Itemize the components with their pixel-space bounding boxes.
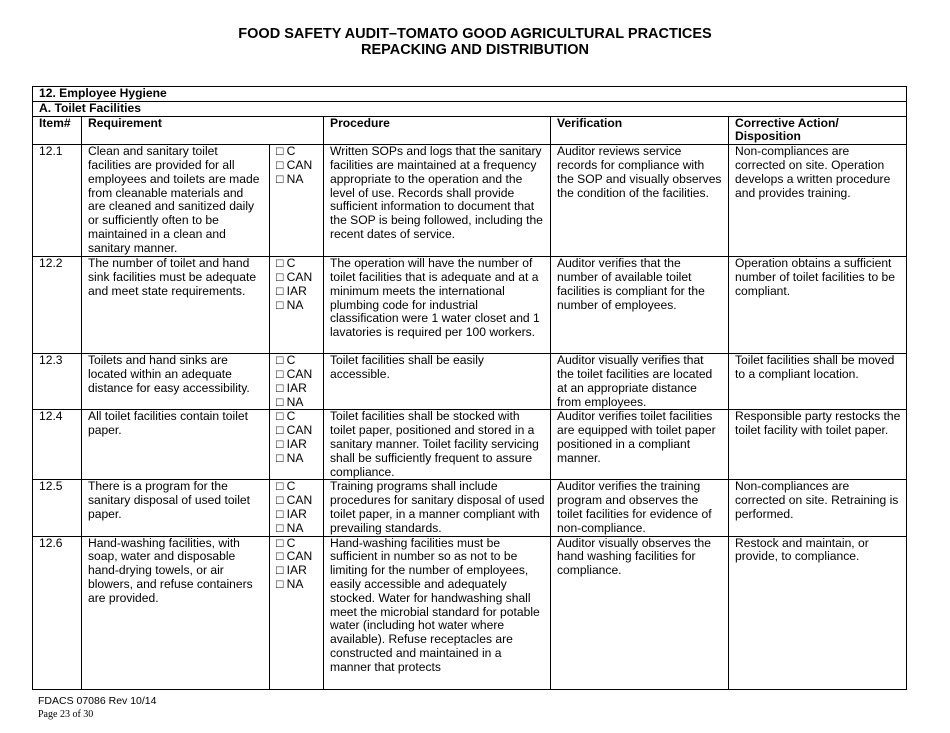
compliance-checkbox[interactable]: □ CAN bbox=[276, 157, 313, 172]
table-row bbox=[33, 480, 907, 536]
requirement-text: Clean and sanitary toilet facilities are provided for all employees and toilets are made from cleanable materials and are cleaned and sanitized daily or sufficiently often to be maintained in a clean and sanitary manner. bbox=[82, 145, 270, 257]
compliance-checkbox[interactable]: □ NA bbox=[276, 394, 304, 409]
compliance-checkbox[interactable]: □ NA bbox=[276, 297, 304, 312]
requirement-text: Hand-washing facilities, with soap, water and disposable hand-drying towels, or air blowers, and refuse containers are provided. bbox=[82, 536, 270, 689]
compliance-checkbox[interactable]: □ IAR bbox=[276, 380, 307, 395]
column-header-item: Item# bbox=[33, 116, 82, 145]
procedure-text: Toilet facilities shall be easily accessible. bbox=[324, 354, 551, 410]
column-header-corrective-action: Corrective Action/ Disposition bbox=[729, 116, 907, 145]
document-title-line-2: REPACKING AND DISTRIBUTION bbox=[361, 42, 589, 58]
procedure-text: Toilet facilities shall be stocked with toilet paper, positioned and stored in a sanitary manner. Toilet facility servicing shall be sufficiently frequent to assure compliance. bbox=[324, 410, 551, 480]
compliance-checkbox[interactable]: □ C bbox=[276, 256, 296, 271]
compliance-checkbox[interactable]: □ NA bbox=[276, 520, 304, 535]
item-number: 12.4 bbox=[33, 410, 82, 480]
table-row bbox=[33, 410, 907, 480]
compliance-checkbox[interactable]: □ NA bbox=[276, 171, 304, 186]
subsection-heading: A. Toilet Facilities bbox=[33, 101, 907, 116]
form-id: FDACS 07086 Rev 10/14 bbox=[38, 695, 157, 707]
verification-text: Auditor visually verifies that the toilet facilities are located at an appropriate distance from employees. bbox=[551, 354, 729, 410]
requirement-text: Toilets and hand sinks are located within an adequate distance for easy accessibility. bbox=[82, 354, 270, 410]
section-heading: 12. Employee Hygiene bbox=[33, 87, 907, 102]
item-number: 12.1 bbox=[33, 145, 82, 257]
compliance-checkbox[interactable]: □ CAN bbox=[276, 269, 313, 284]
verification-text: Auditor verifies that the number of available toilet facilities is compliant for the number of employees. bbox=[551, 257, 729, 354]
requirement-text: There is a program for the sanitary disposal of used toilet paper. bbox=[82, 480, 270, 536]
procedure-text: Training programs shall include procedures for sanitary disposal of used toilet paper, in a manner compliant with prevailing standards. bbox=[324, 480, 551, 536]
compliance-checkbox[interactable]: □ IAR bbox=[276, 506, 307, 521]
verification-text: Auditor reviews service records for compliance with the SOP and visually observes the condition of the facilities. bbox=[551, 145, 729, 257]
compliance-checkbox[interactable]: □ C bbox=[276, 536, 296, 550]
page-number: Page 23 of 30 bbox=[38, 709, 94, 720]
item-number: 12.2 bbox=[33, 257, 82, 354]
compliance-options bbox=[270, 536, 324, 689]
document-title-line-1: FOOD SAFETY AUDIT–TOMATO GOOD AGRICULTURAL PRACTICES bbox=[238, 26, 712, 42]
corrective-action-text: Restock and maintain, or provide, to compliance. bbox=[729, 536, 907, 689]
item-number: 12.6 bbox=[33, 536, 82, 689]
table-row bbox=[33, 536, 907, 689]
compliance-options bbox=[270, 257, 324, 354]
compliance-options bbox=[270, 480, 324, 536]
compliance-checkbox[interactable]: □ CAN bbox=[276, 549, 313, 564]
column-header-requirement: Requirement bbox=[82, 116, 324, 145]
compliance-checkbox[interactable]: □ C bbox=[276, 353, 296, 368]
corrective-action-text: Operation obtains a sufficient number of toilet facilities to be compliant. bbox=[729, 257, 907, 354]
requirement-text: All toilet facilities contain toilet paper. bbox=[82, 410, 270, 480]
compliance-checkbox[interactable]: □ CAN bbox=[276, 493, 313, 508]
compliance-checkbox[interactable]: □ CAN bbox=[276, 366, 313, 381]
corrective-action-text: Responsible party restocks the toilet facility with toilet paper. bbox=[729, 410, 907, 480]
compliance-checkbox[interactable]: □ C bbox=[276, 409, 296, 424]
compliance-checkbox[interactable]: □ CAN bbox=[276, 423, 313, 438]
compliance-checkbox[interactable]: □ C bbox=[276, 144, 296, 159]
compliance-checkbox[interactable]: □ IAR bbox=[276, 283, 307, 298]
compliance-options bbox=[270, 410, 324, 480]
item-number: 12.5 bbox=[33, 480, 82, 536]
requirement-text: The number of toilet and hand sink facilities must be adequate and meet state requirements. bbox=[82, 257, 270, 354]
verification-text: Auditor verifies the training program and observes the toilet facilities for evidence of non-compliance. bbox=[551, 480, 729, 536]
compliance-checkbox[interactable]: □ NA bbox=[276, 450, 304, 465]
column-header-procedure: Procedure bbox=[324, 116, 551, 145]
compliance-checkbox[interactable]: □ C bbox=[276, 479, 296, 494]
corrective-action-text: Toilet facilities shall be moved to a compliant location. bbox=[729, 354, 907, 410]
verification-text: Auditor verifies toilet facilities are equipped with toilet paper positioned in a compliant manner. bbox=[551, 410, 729, 480]
compliance-options bbox=[270, 145, 324, 257]
item-number: 12.3 bbox=[33, 354, 82, 410]
table-row bbox=[33, 257, 907, 354]
procedure-text: Written SOPs and logs that the sanitary facilities are maintained at a frequency appropriate to the operation and the level of use. Records shall provide sufficient information to document that the SOP is being followed, including the recent dates of service. bbox=[324, 145, 551, 257]
compliance-checkbox[interactable]: □ NA bbox=[276, 576, 304, 591]
table-row bbox=[33, 145, 907, 257]
audit-table bbox=[32, 86, 907, 690]
compliance-checkbox[interactable]: □ IAR bbox=[276, 436, 307, 451]
compliance-checkbox[interactable]: □ IAR bbox=[276, 563, 307, 578]
table-row bbox=[33, 354, 907, 410]
verification-text: Auditor visually observes the hand washing facilities for compliance. bbox=[551, 536, 729, 689]
corrective-action-text: Non-compliances are corrected on site. Retraining is performed. bbox=[729, 480, 907, 536]
column-header-verification: Verification bbox=[551, 116, 729, 145]
corrective-action-text: Non-compliances are corrected on site. Operation develops a written procedure and provides training. bbox=[729, 145, 907, 257]
compliance-options bbox=[270, 354, 324, 410]
procedure-text: Hand-washing facilities must be sufficient in number so as not to be limiting for the number of employees, easily accessible and adequately stocked. Water for handwashing shall meet the microbial standard for potable water (including hot water where available). Refuse receptacles are constructed and maintained in a manner that protects bbox=[324, 536, 551, 689]
procedure-text: The operation will have the number of toilet facilities that is adequate and at a minimum meets the international plumbing code for industrial classification were 1 water closet and 1 lavatories is required per 100 workers. bbox=[324, 257, 551, 354]
